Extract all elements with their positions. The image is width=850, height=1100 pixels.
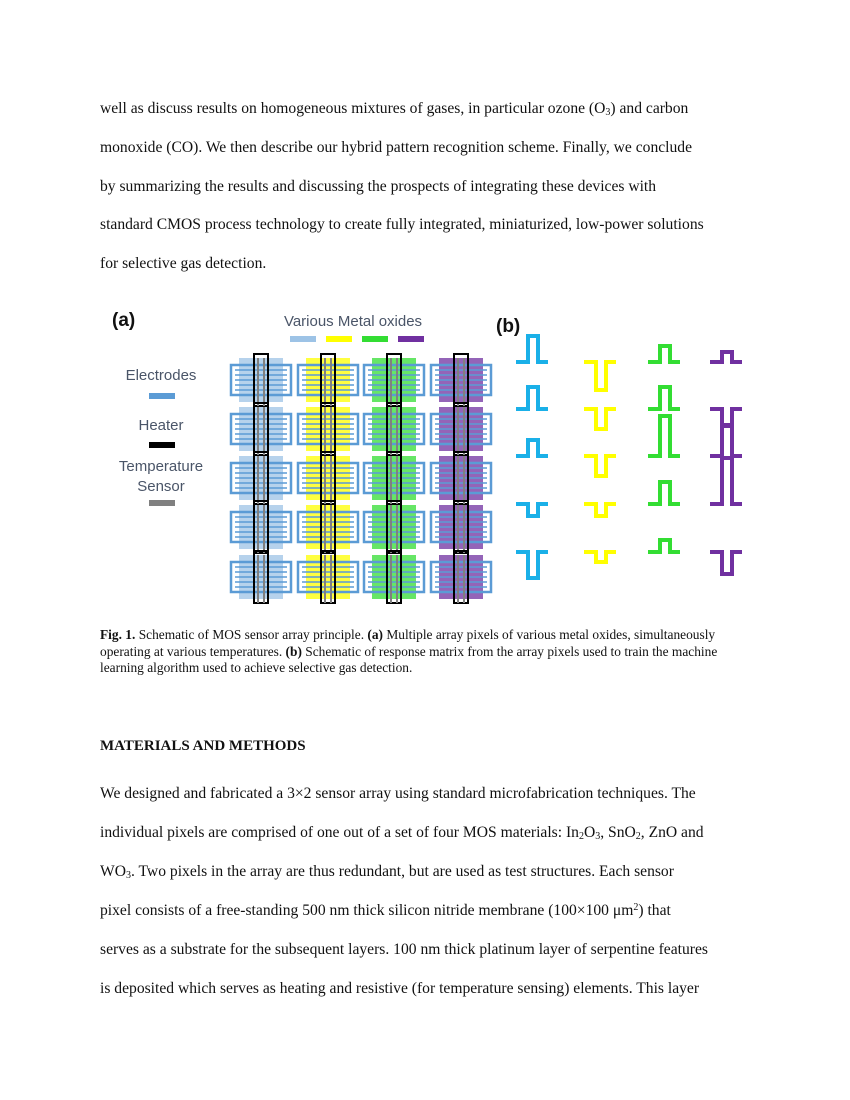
response-r5-c3 [648,540,680,552]
response-r3-c4 [710,426,742,456]
body-line-1: We designed and fabricated a 3×2 sensor array using standard microfabrication techniques. The [100,785,696,802]
temp-sensor-label-2: Sensor [137,478,185,495]
body-line-2: individual pixels are comprised of one out of a set of four MOS materials: $In_2O_3$, SnO$_2$, ZnO and [100,824,704,842]
response-r4-c1 [516,504,548,516]
intro-line-4: standard CMOS process technology to create fully integrated, miniaturized, low-power solutions [100,216,704,233]
heater-label: Heater [138,417,184,434]
response-r3-c1 [516,440,548,456]
panel-b-label: (b) [496,316,521,337]
response-r1-c3 [648,346,680,362]
response-r2-c1 [516,387,548,409]
response-r4-c4 [710,458,742,504]
section-heading: MATERIALS AND METHODS [100,738,306,754]
intro-line-2: monoxide (CO). We then describe our hybrid pattern recognition scheme. Finally, we conclude [100,139,693,156]
response-r5-c2 [584,552,616,562]
temp-sensor-label-1: Temperature [118,458,204,475]
sensor-array-diagram [96,300,756,610]
figure-1 [96,300,756,610]
body-line-4: pixel consists of a free-standing 500 nm thick silicon nitride membrane (100×100 $\mu m^2$) that [100,902,671,919]
response-r4-c3 [648,482,680,504]
body-line-6: is deposited which serves as heating and resistive (for temperature sensing) elements. This layer [100,980,700,997]
body-line-5: serves as a substrate for the subsequent layers. 100 nm thick platinum layer of serpentine features [100,941,708,958]
body-line-3: $WO_3$. Two pixels in the array are thus redundant, but are used as test structures. Each sensor [100,863,674,881]
intro-line-5: for selective gas detection. [100,255,267,272]
response-r2-c2 [584,409,616,429]
response-r3-c2 [584,456,616,476]
response-r1-c1 [516,336,548,362]
metal-oxides-label: Various Metal oxides [283,313,423,330]
response-r1-c4 [710,352,742,362]
response-r3-c3 [648,416,680,456]
intro-line-3: by summarizing the results and discussing the prospects of integrating these devices with [100,178,657,195]
figure-caption: Fig. 1. Schematic of MOS sensor array principle. (a) Multiple array pixels of various metal oxides, simultaneously operating at various temperatures. (b) Schematic of response matrix from the array pixels used to train the machine learning algorithm used to achieve selective gas detection. [100,627,718,676]
response-r4-c2 [584,504,616,516]
electrodes-label: Electrodes [125,367,197,384]
response-r5-c1 [516,552,548,578]
response-r5-c4 [710,552,742,574]
response-r1-c2 [584,362,616,390]
response-r2-c3 [648,387,680,409]
intro-line-1: well as discuss results on homogeneous mixtures of gases, in particular ozone $(O_3)$ and carbon [100,100,689,118]
panel-a-label: (a) [112,310,136,331]
response-r2-c4 [710,409,742,425]
